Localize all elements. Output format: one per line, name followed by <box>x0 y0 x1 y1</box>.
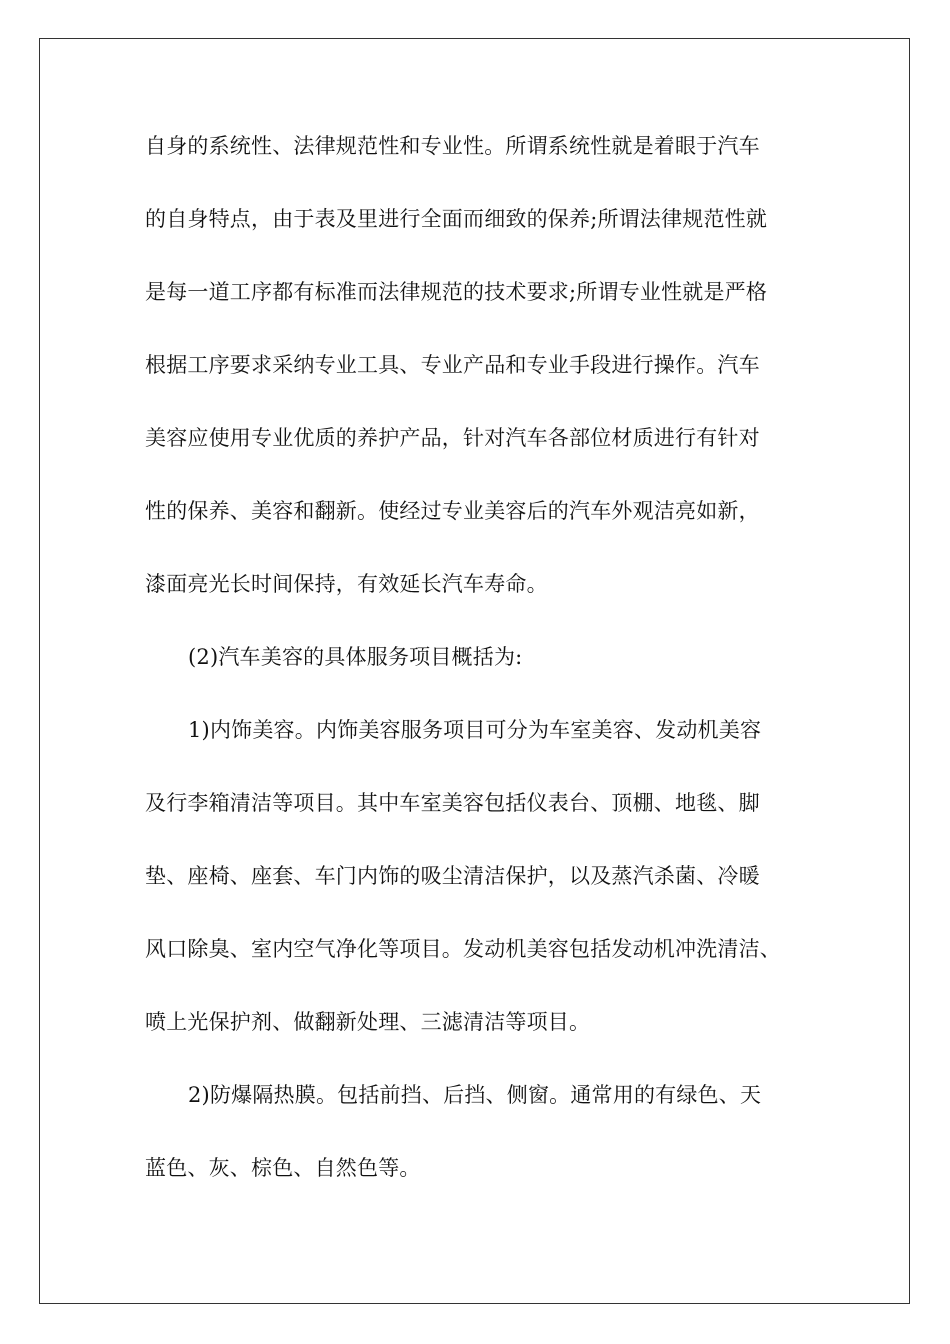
text-line: 及行李箱清洁等项目。其中车室美容包括仪表台、顶棚、地毯、脚 <box>145 791 760 815</box>
document-body <box>145 131 810 1226</box>
text-line: 蓝色、灰、棕色、自然色等。 <box>145 1156 421 1180</box>
text-line: 美容应使用专业优质的养护产品，针对汽车各部位材质进行有针对 <box>145 426 760 450</box>
text-line: 根据工序要求采纳专业工具、专业产品和专业手段进行操作。汽车 <box>145 353 760 377</box>
text-line: 自身的系统性、法律规范性和专业性。所谓系统性就是着眼于汽车 <box>145 134 760 158</box>
text-line: 的自身特点，由于表及里进行全面而细致的保养;所谓法律规范性就 <box>145 207 768 231</box>
text-line: 漆面亮光长时间保持，有效延长汽车寿命。 <box>145 572 548 596</box>
text-line: 是每一道工序都有标准而法律规范的技术要求;所谓专业性就是严格 <box>145 280 768 304</box>
text-line: 性的保养、美容和翻新。使经过专业美容后的汽车外观洁亮如新， <box>145 499 760 523</box>
item-heading: 2)防爆隔热膜。包括前挡、后挡、侧窗。通常用的有绿色、天 <box>188 1083 762 1107</box>
item-heading: 1)内饰美容。内饰美容服务项目可分为车室美容、发动机美容 <box>188 718 762 742</box>
text-line: 风口除臭、室内空气净化等项目。发动机美容包括发动机冲洗清洁、 <box>145 937 781 961</box>
text-line: 垫、座椅、座套、车门内饰的吸尘清洁保护，以及蒸汽杀菌、冷暖 <box>145 864 760 888</box>
section-heading: (2)汽车美容的具体服务项目概括为: <box>188 645 523 669</box>
text-line: 喷上光保护剂、做翻新处理、三滤清洁等项目。 <box>145 1010 591 1034</box>
